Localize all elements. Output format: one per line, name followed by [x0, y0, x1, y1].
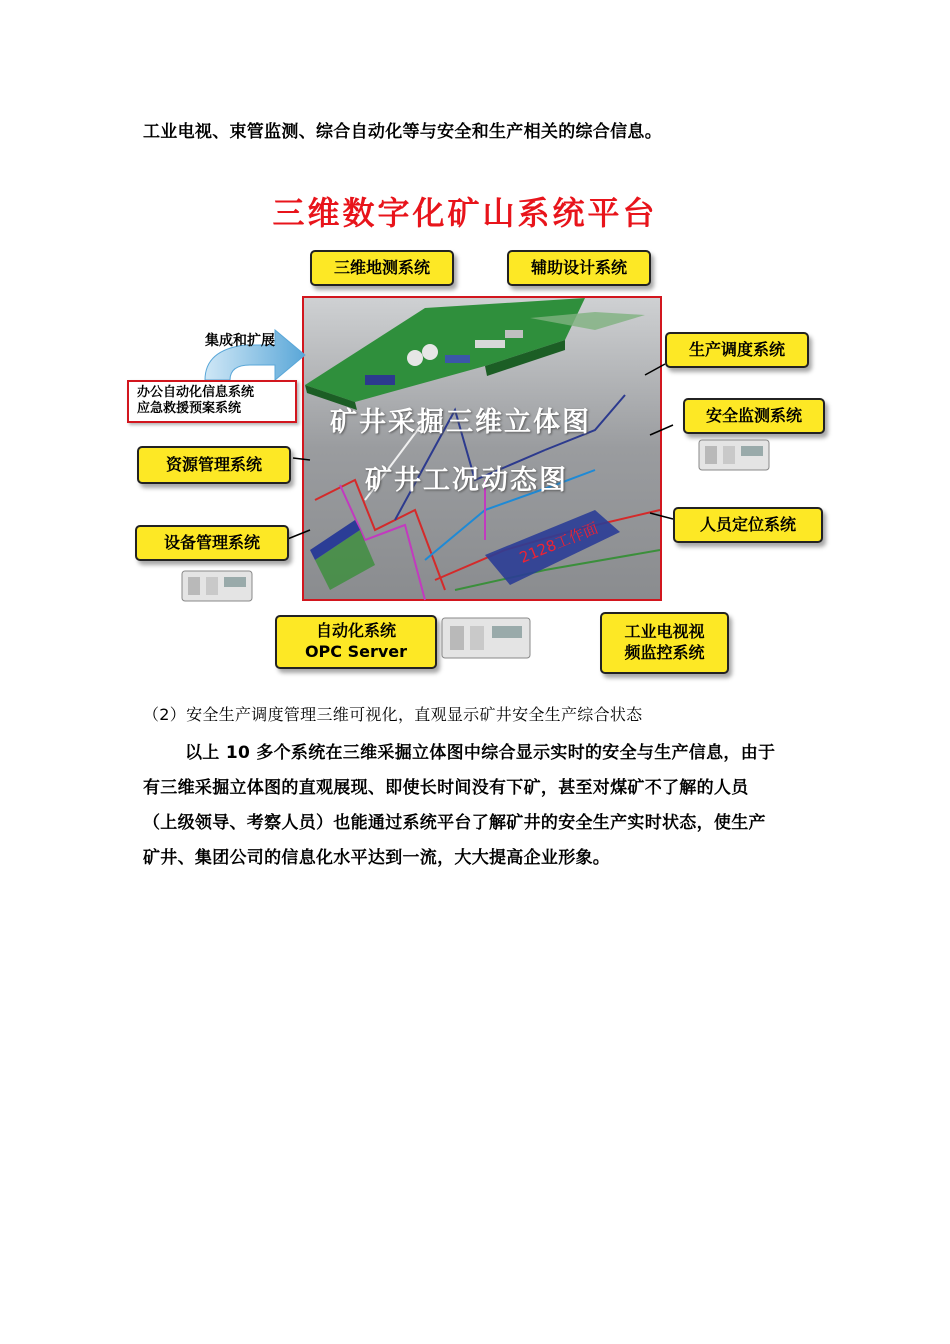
system-platform-figure: [125, 180, 845, 680]
para-line-3: （上级领导、考察人员）也能通过系统平台了解矿井的安全生产实时状态，使生产: [143, 813, 766, 833]
callout-automation: [275, 615, 437, 669]
callout-tv: [600, 612, 729, 674]
callout-safety: 安全监测系统: [683, 398, 825, 434]
para-line-1: 以上 10 多个系统在三维采掘立体图中综合显示实时的安全与生产信息，由于: [185, 743, 776, 763]
center-label-2: 矿井工况动态图: [365, 465, 568, 496]
para-line-2: 有三维采掘立体图的直观展现、即使长时间没有下矿，甚至对煤矿不了解的人员: [143, 778, 749, 798]
para-line-4: 矿井、集团公司的信息化水平达到一流，大大提高企业形象。: [143, 848, 611, 868]
office-box-line-2: 应急救援预案系统: [137, 401, 242, 417]
tv-line-2: 频监控系统: [624, 643, 705, 662]
work-face-label: 2128工作面: [516, 519, 601, 567]
automation-line-2: OPC Server: [304, 642, 408, 661]
integrate-label: 集成和扩展: [205, 333, 275, 349]
callout-resource: 资源管理系统: [137, 446, 291, 484]
callout-personnel: 人员定位系统: [673, 507, 823, 543]
office-system-box: [127, 380, 297, 423]
section-heading: （2）安全生产调度管理三维可视化，直观显示矿井安全生产综合状态: [143, 705, 643, 724]
office-box-line-1: 办公自动化信息系统: [137, 385, 255, 400]
callout-equipment: 设备管理系统: [135, 525, 289, 561]
intro-line: 工业电视、束管监测、综合自动化等与安全和生产相关的综合信息。: [143, 122, 662, 142]
callout-dispatch: 生产调度系统: [665, 332, 809, 368]
tv-line-1: 工业电视视: [624, 622, 705, 642]
callout-design: 辅助设计系统: [507, 250, 651, 286]
device-icon-safety: [697, 432, 777, 474]
device-icon-automation: [440, 610, 535, 662]
figure-title: 三维数字化矿山系统平台: [272, 194, 658, 232]
callout-survey: 三维地测系统: [310, 250, 454, 286]
automation-line-1: 自动化系统: [315, 621, 396, 641]
center-label-1: 矿井采掘三维立体图: [330, 407, 591, 438]
device-icon-equipment: [180, 563, 260, 605]
